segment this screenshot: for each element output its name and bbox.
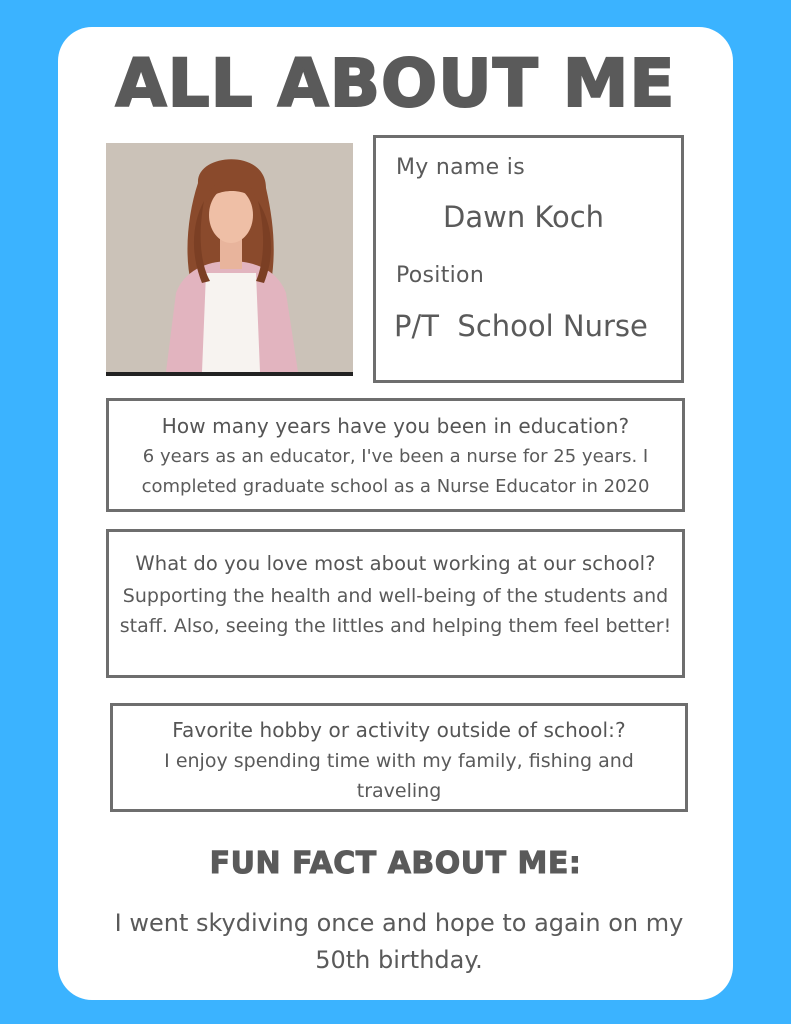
person-illustration (106, 143, 353, 372)
name-label: My name is (396, 155, 525, 180)
answer-years: 6 years as an educator, I've been a nurse for 25 years. I completed graduate school as a Nurse Educator in 2020 (141, 446, 650, 497)
page-title: ALL ABOUT ME (115, 45, 676, 122)
position-value: P/T School Nurse (394, 309, 648, 343)
question-box-years (106, 398, 685, 512)
answer-love: Supporting the health and well-being of the students and staff. Also, seeing the littles and helping them feel better! (119, 585, 672, 637)
position-label: Position (396, 263, 485, 288)
fun-fact-title: FUN FACT ABOUT ME: (209, 846, 582, 881)
question-hobby: Favorite hobby or activity outside of school:? (172, 718, 626, 742)
profile-photo (106, 143, 353, 376)
question-years: How many years have you been in education? (161, 414, 630, 438)
question-love: What do you love most about working at our school? (135, 552, 656, 575)
question-box-love (106, 529, 685, 678)
fun-fact-text: I went skydiving once and hope to again on my 50th birthday. (114, 909, 684, 974)
name-value: Dawn Koch (443, 200, 605, 234)
question-box-hobby (110, 703, 688, 812)
answer-hobby: I enjoy spending time with my family, fishing and traveling (164, 750, 634, 802)
